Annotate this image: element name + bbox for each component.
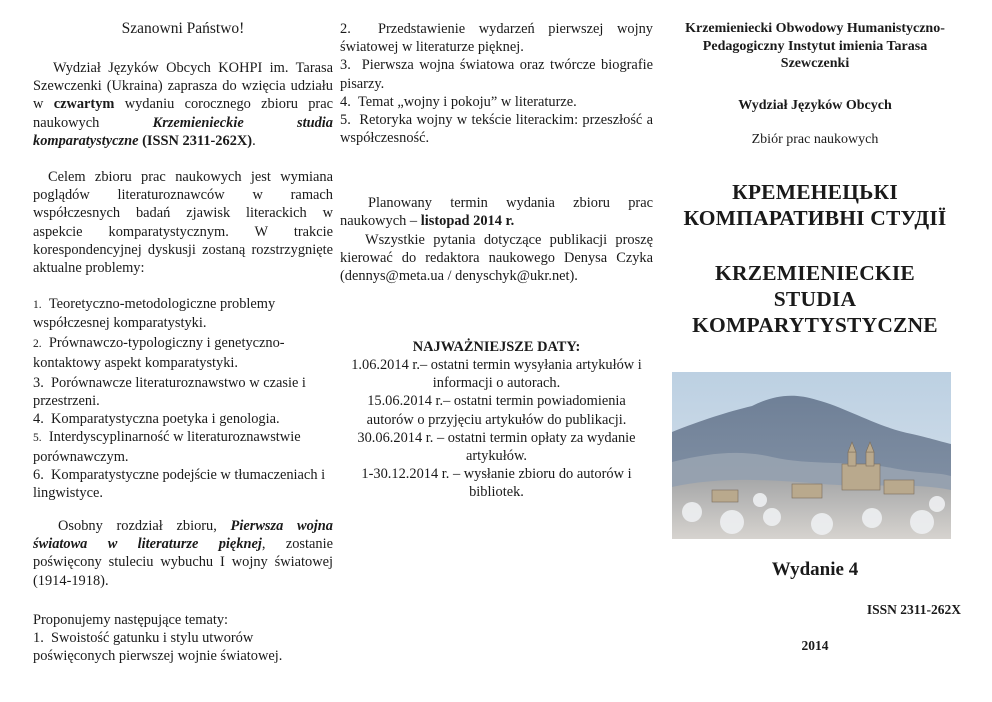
- institute-name: Krzemieniecki Obwodowy Humanistyczno-Pedagogiczny Instytut imienia Tarasa Szewczenki: [685, 21, 945, 71]
- list-item: 3. Pierwsza wojna światowa oraz twórcze biografie pisarzy.: [340, 57, 653, 92]
- topics-intro: Proponujemy następujące tematy:: [33, 612, 229, 628]
- collection-label: Zbiór prac naukowych: [751, 132, 879, 147]
- special-section-title: Pierwsza wojna światowa w literaturze pięknej: [33, 518, 333, 553]
- list-item: 2. Prównawczo-typologiczny i genetyczno-kontaktowy aspekt komparatystyki.: [33, 335, 285, 371]
- publication-year: 2014: [801, 638, 829, 653]
- journal-title: Krzemienieckie studia komparatystyczne: [33, 114, 333, 149]
- title-ukrainian: КРЕМЕНЕЦЬКІ КОМПАРАТИВНІ СТУДІЇ: [683, 180, 947, 230]
- issn-number: ISSN 2311-262X: [866, 602, 961, 617]
- list-item: 2. Przedstawienie wydarzeń pierwszej wojny światowej w literaturze pięknej.: [340, 21, 653, 56]
- date-item: 30.06.2014 r. – ostatni termin opłaty za wydanie artykułów.: [357, 429, 636, 465]
- planned-date: listopad 2014 r.: [420, 213, 515, 230]
- dates-list: [346, 356, 647, 502]
- date-item: 1.06.2014 r.– ostatni termin wysyłania artykułów i informacji o autorach.: [351, 357, 642, 392]
- date-item: 15.06.2014 r.– ostatni termin powiadomienia autorów o przyjęciu artykułów do publikacji.: [366, 393, 627, 428]
- dates-heading: NAJWAŻNIEJSZE DATY:: [412, 339, 581, 355]
- issue-number: Wydanie 4: [771, 559, 859, 580]
- list-item: 5. Interdyscyplinarność w literaturoznawstwie porównawczym.: [33, 429, 301, 465]
- edition-ordinal: czwartym: [53, 96, 115, 113]
- list-item: 4. Komparatystyczna poetyka i genologia.: [33, 411, 280, 428]
- list-item: 5. Retoryka wojny w tekście literackim: przeszłość a współczesność.: [340, 112, 653, 147]
- issn-label: (ISSN 2311-262X): [142, 132, 253, 149]
- date-item: 1-30.12.2014 r. – wysłanie zbioru do autorów i bibliotek.: [361, 466, 632, 501]
- purpose-paragraph: Celem zbioru prac naukowych jest wymiana poglądów literaturoznawców w ramach współczesnych badań zjawisk literackich w aspekcie komparatystycznym. W trakcie korespondencyjnej dyskusji zostaną rozstrzygnięte aktualne problemy:: [33, 169, 333, 277]
- greeting: Szanowni Państwo!: [121, 20, 245, 37]
- topics-list: [340, 20, 653, 147]
- town-photo: [672, 372, 951, 539]
- special-section-paragraph: Osobny rozdział zbioru, Pierwsza wojna światowa w literaturze pięknej, zostanie poświęcony stuleciu wybuchu I wojny światowej (1914-1918).: [33, 518, 333, 589]
- kremenets-panorama-image: [672, 372, 951, 539]
- problems-list: [33, 295, 333, 502]
- planned-date-paragraph: Planowany termin wydania zbioru prac naukowych – listopad 2014 r.: [340, 195, 653, 230]
- intro-paragraph: Wydział Języków Obcych KOHPI im. Tarasa Szewczenki (Ukraina) zaprasza do wzięcia udziału w czwartym wydaniu corocznego zbioru prac naukowych Krzemienieckie studia komparatystyczne (ISSN 2311-262X).: [33, 60, 333, 149]
- list-item: 4. Temat „wojny i pokoju” w literaturze.: [340, 93, 577, 110]
- list-item: 3. Porównawcze literaturoznawstwo w czasie i przestrzeni.: [33, 374, 306, 410]
- list-item: 1. Swoistość gatunku i stylu utworów poświęconych pierwszej wojnie światowej.: [33, 630, 283, 665]
- faculty-name: Wydział Języków Obcych: [738, 98, 892, 113]
- list-item: 1. Teoretyczno-metodologiczne problemy współczesnej komparatystyki.: [33, 296, 276, 332]
- contact-paragraph: Wszystkie pytania dotyczące publikacji proszę kierować do redaktora naukowego Denysa Czyka (dennys@meta.ua / denyschyk@ukr.net).: [340, 232, 653, 285]
- list-item: 6. Komparatystyczne podejście w tłumaczeniach i lingwistyce.: [33, 466, 326, 502]
- title-polish: KRZEMIENIECKIE STUDIA KOMPARYTYSTYCZNE: [692, 261, 938, 337]
